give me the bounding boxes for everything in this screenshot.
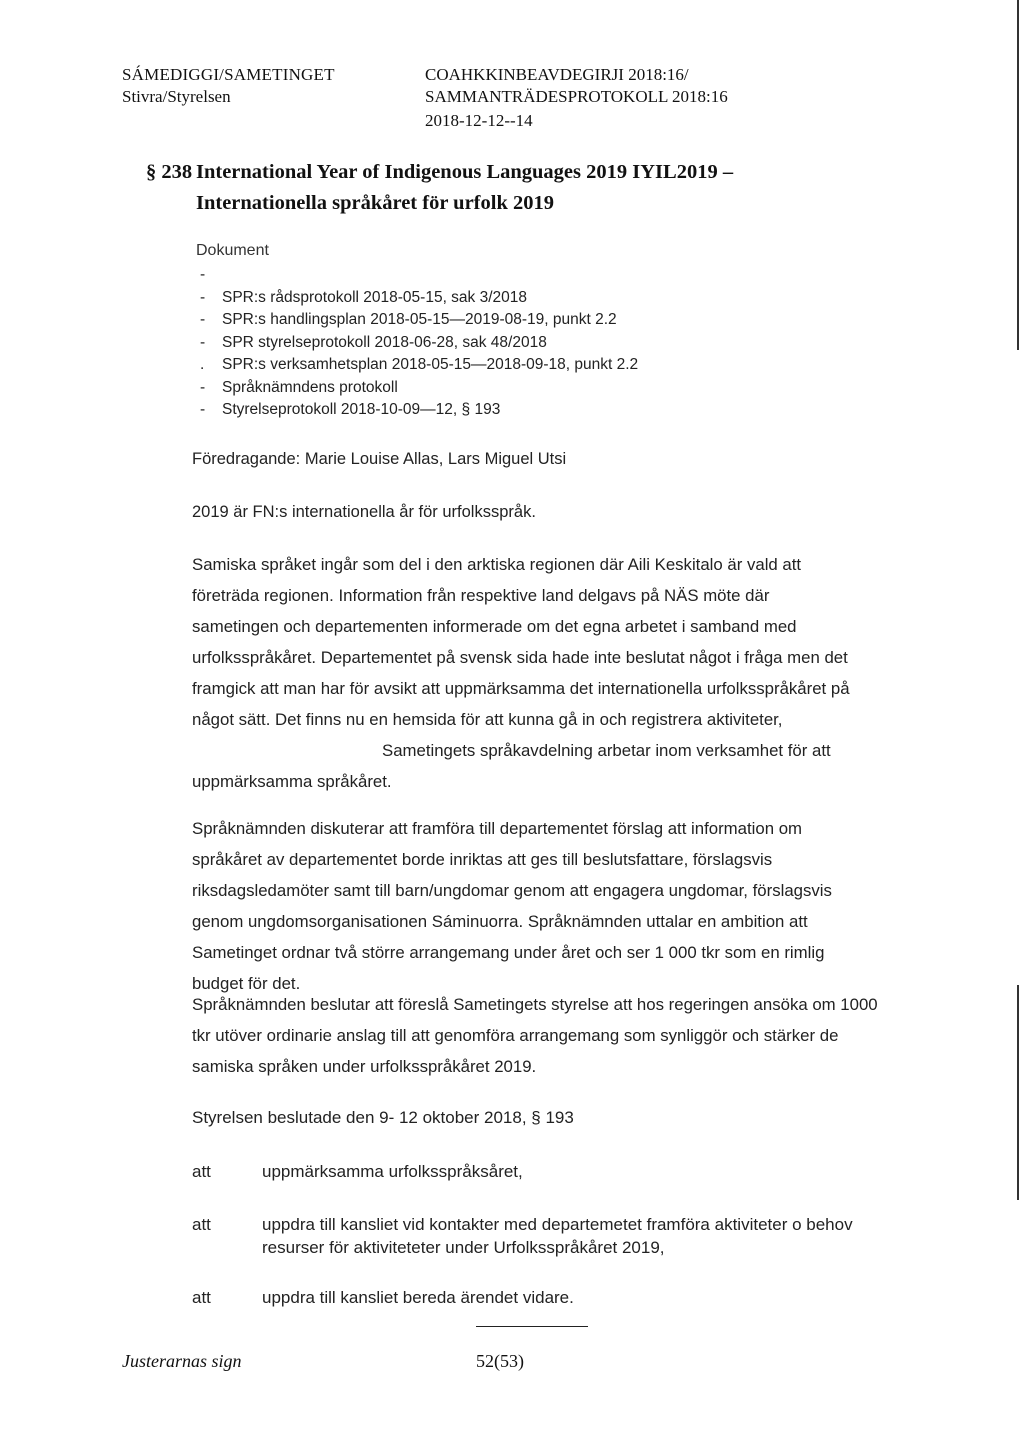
- paragraph-language-board-discussion: [192, 813, 972, 999]
- paragraph-line: budget för det.: [192, 974, 301, 993]
- paragraph-line: språkåret av departementet borde inriktas att ges till beslutsfattare, förslagsvis: [192, 850, 773, 869]
- document-item: . SPR:s verksamhetsplan 2018-05-15—2018-09-18, punkt 2.2: [200, 356, 639, 373]
- paragraph-line: Språknämnden diskuterar att framföra till departementet förslag att information om: [192, 819, 803, 838]
- presenters: Föredragande: Marie Louise Allas, Lars Miguel Utsi: [192, 450, 567, 468]
- meeting-dates: 2018-12-12--14: [425, 111, 533, 130]
- decision-item: [192, 1160, 211, 1183]
- decision-text: uppmärksamma urfolksspråksåret,: [262, 1162, 523, 1181]
- protocol-reference-line1: COAHKKINBEAVDEGIRJI 2018:16/: [425, 65, 689, 84]
- decision-label: att: [192, 1288, 211, 1307]
- decision-text: uppdra till kansliet vid kontakter med departemetet framföra aktiviteter o behov resurser för aktiviteteter under Urfolksspråkåret 2019,: [262, 1215, 853, 1257]
- decision-label: att: [192, 1162, 211, 1181]
- paragraph-line: samiska språken under urfolksspråkåret 2019.: [192, 1057, 537, 1076]
- paragraph-line: tkr utöver ordinarie anslag till att genomföra arrangemang som synliggör och stärker de: [192, 1026, 839, 1045]
- scan-edge-line: [1017, 0, 1019, 350]
- section-number: § 238: [146, 161, 193, 183]
- paragraph-line: något sätt. Det finns nu en hemsida för att kunna gå in och registrera aktiviteter,: [192, 710, 783, 729]
- paragraph-line: urfolksspråkåret. Departementet på svensk sida hade inte beslutat något i fråga men det: [192, 648, 848, 667]
- document-item: -: [200, 266, 206, 283]
- paragraph-line: uppmärksamma språkåret.: [192, 772, 392, 791]
- document-item: - SPR:s rådsprotokoll 2018-05-15, sak 3/2018: [200, 288, 528, 306]
- paragraph-background: [192, 549, 972, 797]
- section-title-line1: International Year of Indigenous Languages 2019 IYIL2019 –: [196, 161, 734, 183]
- page-number: 52(53): [476, 1351, 524, 1371]
- paragraph-language-board-decision: [192, 989, 972, 1082]
- paragraph-line: Samiska språket ingår som del i den arktiska regionen där Aili Keskitalo är vald att: [192, 555, 802, 574]
- paragraph-line: genom ungdomsorganisationen Sáminuorra. Språknämnden uttalar en ambition att: [192, 912, 808, 931]
- paragraph-line: Sametinget ordnar två större arrangemang under året och ser 1 000 tkr som en rimlig: [192, 943, 825, 962]
- intro-text: 2019 är FN:s internationella år för urfolksspråk.: [192, 503, 536, 521]
- organization-name: SÁMEDIGGI/SAMETINGET: [122, 65, 335, 84]
- paragraph-line: riksdagsledamöter samt till barn/ungdomar genom att engagera ungdomar, förslagsvis: [192, 881, 832, 900]
- organization-unit: Stivra/Styrelsen: [122, 87, 231, 106]
- justifiers-signature-label: Justerarnas sign: [122, 1351, 242, 1371]
- documents-list: [200, 264, 638, 422]
- decision-text: uppdra till kansliet bereda ärendet vidare.: [262, 1288, 574, 1307]
- scan-edge-line-lower: [1017, 985, 1019, 1200]
- paragraph-line: företräda regionen. Information från respektive land delgavs på NÄS möte där: [192, 586, 770, 605]
- protocol-reference-line2: SAMMANTRÄDESPROTOKOLL 2018:16: [425, 87, 728, 106]
- decision-item: [192, 1213, 211, 1236]
- section-title-line2: Internationella språkåret för urfolk 2019: [196, 192, 554, 214]
- document-item: - Språknämndens protokoll: [200, 378, 398, 396]
- documents-heading: Dokument: [196, 242, 269, 259]
- document-item: - SPR:s handlingsplan 2018-05-15—2019-08-19, punkt 2.2: [200, 311, 617, 328]
- signature-line: [476, 1326, 588, 1327]
- paragraph-line: framgick att man har för avsikt att uppmärksamma det internationella urfolksspråkåret på: [192, 679, 850, 698]
- board-decision-intro: Styrelsen beslutade den 9- 12 oktober 2018, § 193: [192, 1108, 574, 1127]
- document-item: - Styrelseprotokoll 2018-10-09—12, § 193: [200, 401, 501, 418]
- paragraph-line: sametingen och departementen informerade om det egna arbetet i samband med: [192, 617, 797, 636]
- document-item: - SPR styrelseprotokoll 2018-06-28, sak 48/2018: [200, 333, 547, 351]
- paragraph-line: Språknämnden beslutar att föreslå Sametingets styrelse att hos regeringen ansöka om 1000: [192, 995, 878, 1014]
- paragraph-line: Sametingets språkavdelning arbetar inom verksamhet för att: [382, 741, 831, 760]
- decision-label: att: [192, 1215, 211, 1234]
- decision-item: [192, 1286, 211, 1309]
